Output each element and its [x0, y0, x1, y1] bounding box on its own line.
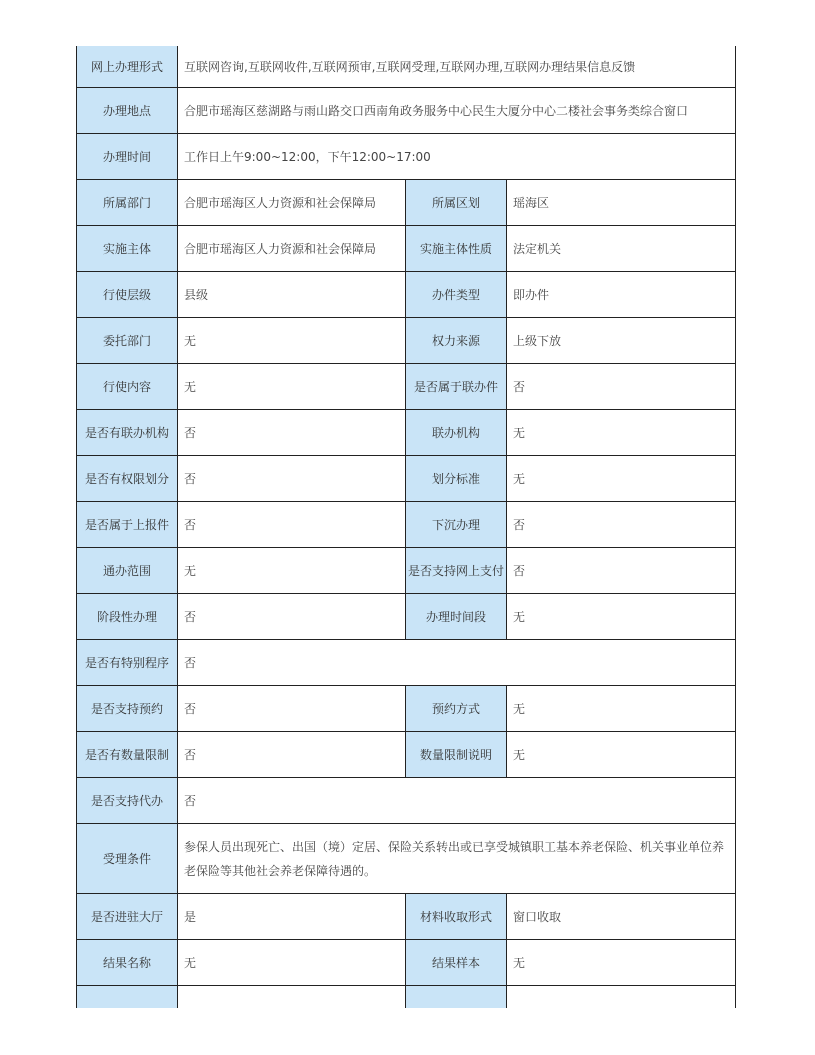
- row-label: 预约方式: [406, 686, 507, 732]
- table-row: [77, 778, 736, 824]
- row-value: 否: [178, 640, 736, 686]
- row-label: 行使层级: [77, 272, 178, 318]
- row-value: 互联网咨询,互联网收件,互联网预审,互联网受理,互联网办理,互联网办理结果信息反馈: [178, 46, 736, 88]
- row-value: 窗口收取: [507, 894, 736, 940]
- row-label: 联办机构: [406, 410, 507, 456]
- row-value: 参保人员出现死亡、出国（境）定居、保险关系转出或已享受城镇职工基本养老保险、机关事业单位养老保险等其他社会养老保障待遇的。: [178, 824, 736, 894]
- row-label: 阶段性办理: [77, 594, 178, 640]
- table-row: [77, 410, 736, 456]
- row-value: 是: [178, 894, 406, 940]
- row-label: 结果名称: [77, 940, 178, 986]
- row-label: 数量限制说明: [406, 732, 507, 778]
- row-label: 是否属于联办件: [406, 364, 507, 410]
- table-row: [77, 46, 736, 88]
- row-label: 所属部门: [77, 180, 178, 226]
- row-label: 是否支持网上支付: [406, 548, 507, 594]
- row-label: 办理地点: [77, 88, 178, 134]
- row-label: 是否有特别程序: [77, 640, 178, 686]
- row-value: [178, 986, 406, 1009]
- row-label: 所属区划: [406, 180, 507, 226]
- row-label: 受理条件: [77, 824, 178, 894]
- row-value: 合肥市瑶海区人力资源和社会保障局: [178, 180, 406, 226]
- row-value: 无: [507, 686, 736, 732]
- table-row: [77, 594, 736, 640]
- table-row: [77, 940, 736, 986]
- row-value: 否: [178, 410, 406, 456]
- table-row: [77, 824, 736, 894]
- row-label: 是否进驻大厅: [77, 894, 178, 940]
- table-row: [77, 456, 736, 502]
- row-label: 通办范围: [77, 548, 178, 594]
- table-row: [77, 272, 736, 318]
- row-value: 否: [507, 364, 736, 410]
- row-label: 下沉办理: [406, 502, 507, 548]
- row-value: 否: [178, 732, 406, 778]
- table-row: [77, 134, 736, 180]
- row-value: 无: [507, 940, 736, 986]
- row-value: 县级: [178, 272, 406, 318]
- row-value: 否: [507, 548, 736, 594]
- table-row: [77, 364, 736, 410]
- table-row: [77, 180, 736, 226]
- row-value: [507, 986, 736, 1009]
- row-value: 无: [507, 410, 736, 456]
- row-label: 权力来源: [406, 318, 507, 364]
- row-value: 无: [507, 456, 736, 502]
- row-value: 即办件: [507, 272, 736, 318]
- row-label: 是否属于上报件: [77, 502, 178, 548]
- row-label: 材料收取形式: [406, 894, 507, 940]
- row-value: 瑶海区: [507, 180, 736, 226]
- row-value: 上级下放: [507, 318, 736, 364]
- row-label: 是否有数量限制: [77, 732, 178, 778]
- row-label: 是否有权限划分: [77, 456, 178, 502]
- row-value: 否: [507, 502, 736, 548]
- row-label: 行使内容: [77, 364, 178, 410]
- table-row: [77, 88, 736, 134]
- row-label: 是否支持预约: [77, 686, 178, 732]
- row-label: 划分标准: [406, 456, 507, 502]
- table-row: [77, 226, 736, 272]
- row-value: 无: [507, 594, 736, 640]
- table-row: [77, 986, 736, 1009]
- row-value: 否: [178, 456, 406, 502]
- row-label: 是否有联办机构: [77, 410, 178, 456]
- row-label: [406, 986, 507, 1009]
- row-value: 无: [507, 732, 736, 778]
- row-value: 否: [178, 594, 406, 640]
- row-value: 否: [178, 502, 406, 548]
- row-value: 合肥市瑶海区人力资源和社会保障局: [178, 226, 406, 272]
- table-row: [77, 318, 736, 364]
- row-value: 无: [178, 364, 406, 410]
- row-label: 网上办理形式: [77, 46, 178, 88]
- row-label: [77, 986, 178, 1009]
- table-row: [77, 640, 736, 686]
- row-value: 法定机关: [507, 226, 736, 272]
- table-row: [77, 732, 736, 778]
- row-value: 无: [178, 318, 406, 364]
- row-value: 无: [178, 940, 406, 986]
- row-value: 工作日上午9:00~12:00，下午12:00~17:00: [178, 134, 736, 180]
- table-row: [77, 502, 736, 548]
- row-value: 否: [178, 686, 406, 732]
- row-label: 结果样本: [406, 940, 507, 986]
- row-label: 实施主体性质: [406, 226, 507, 272]
- row-label: 委托部门: [77, 318, 178, 364]
- row-label: 办件类型: [406, 272, 507, 318]
- row-label: 实施主体: [77, 226, 178, 272]
- service-info-table: [76, 46, 736, 1008]
- table-row: [77, 894, 736, 940]
- row-value: 合肥市瑶海区慈湖路与雨山路交口西南角政务服务中心民生大厦分中心二楼社会事务类综合窗口: [178, 88, 736, 134]
- row-value: 否: [178, 778, 736, 824]
- row-label: 办理时间: [77, 134, 178, 180]
- table-row: [77, 686, 736, 732]
- row-label: 办理时间段: [406, 594, 507, 640]
- row-label: 是否支持代办: [77, 778, 178, 824]
- table-row: [77, 548, 736, 594]
- row-value: 无: [178, 548, 406, 594]
